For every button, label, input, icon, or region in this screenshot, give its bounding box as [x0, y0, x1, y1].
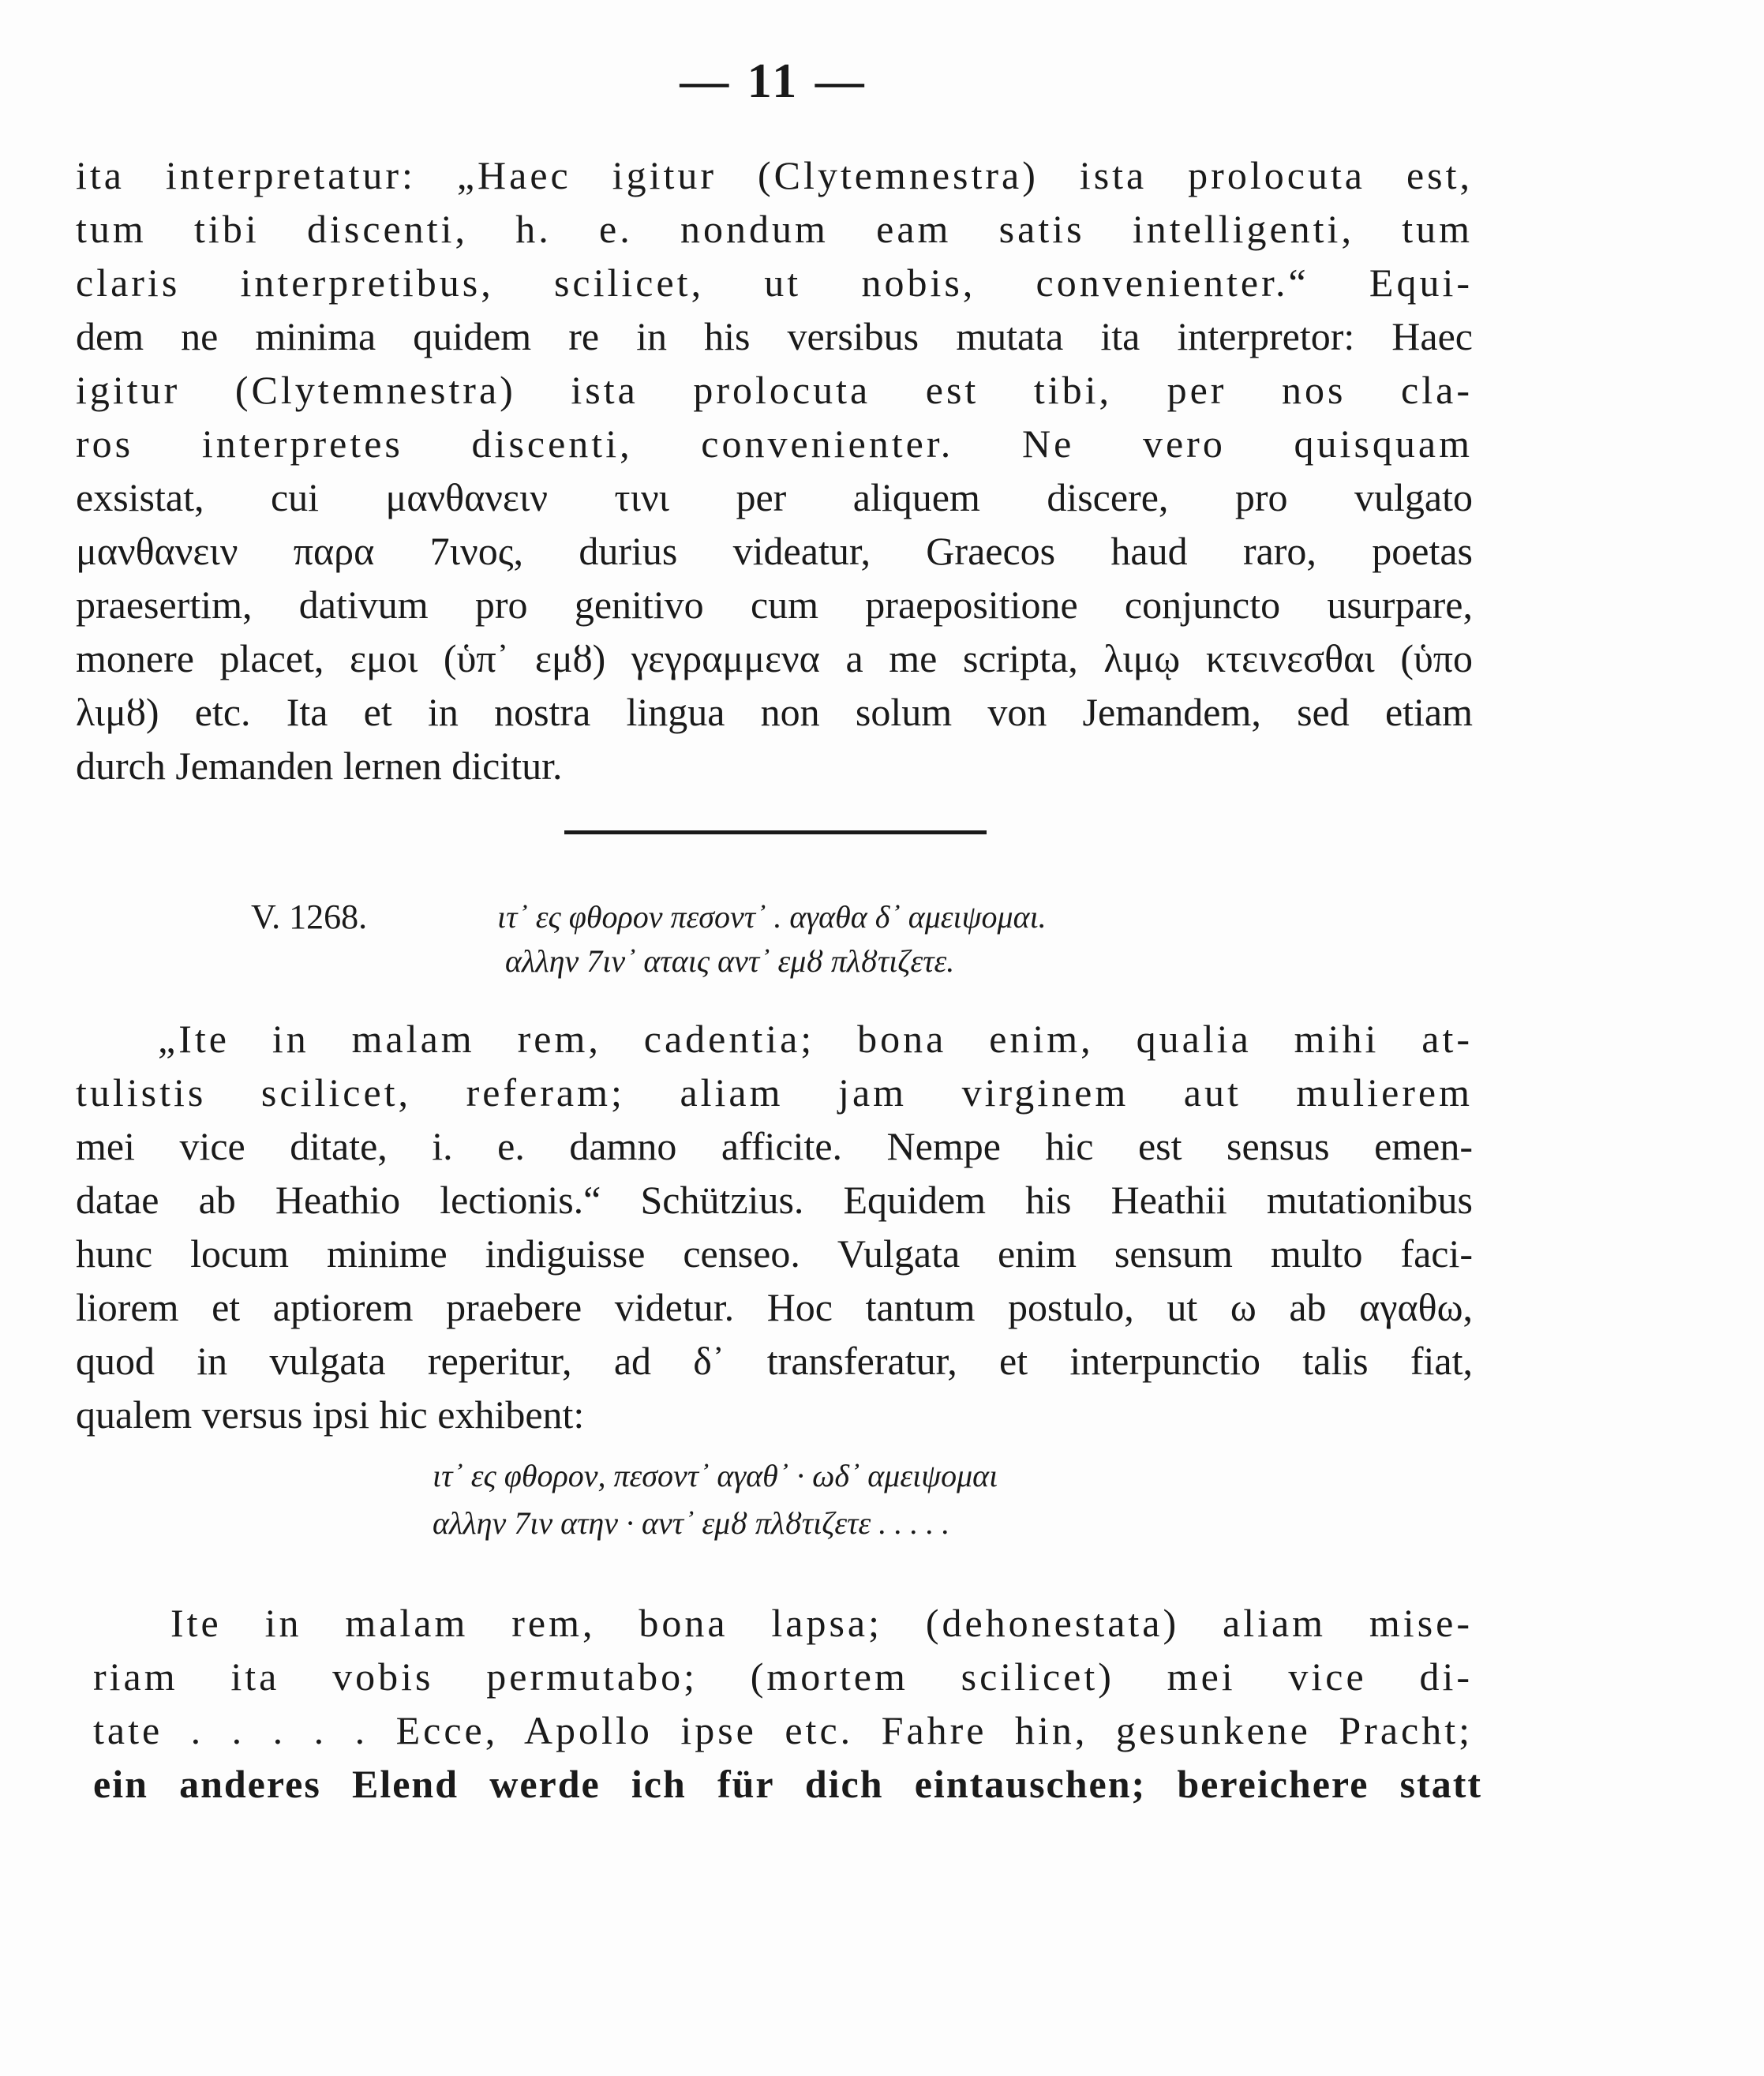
text-line: praesertim, dativum pro genitivo cum praepositione conjuncto usurpare,	[76, 583, 1473, 627]
text-line: mei vice ditate, i. e. damno afficite. Nempe hic est sensus emen-	[76, 1124, 1473, 1168]
verse-reference: V. 1268.	[251, 897, 368, 936]
text-line: datae ab Heathio lectionis.“ Schützius. Equidem his Heathii mutationibus	[76, 1178, 1473, 1222]
greek-verse-line: ιτ᾽ ες φθορον πεσοντ᾽ . αγαθα δ᾽ αμειψομαι.	[497, 899, 1047, 935]
text-line: tate . . . . . Ecce, Apollo ipse etc. Fahre hin, gesunkene Pracht;	[93, 1708, 1473, 1752]
text-line: μανθανειν παρα 7ινος, durius videatur, Graecos haud raro, poetas	[76, 529, 1473, 573]
text-line: tulistis scilicet, referam; aliam jam virginem aut mulierem	[76, 1070, 1473, 1115]
text-line: durch Jemanden lernen dicitur.	[76, 744, 563, 788]
text-line: tum tibi discenti, h. e. nondum eam satis intelligenti, tum	[76, 207, 1473, 251]
text-line: riam ita vobis permutabo; (mortem scilicet) mei vice di-	[93, 1654, 1473, 1699]
text-line: claris interpretibus, scilicet, ut nobis, convenienter.“ Equi-	[76, 260, 1473, 305]
text-line: „Ite in malam rem, cadentia; bona enim, qualia mihi at-	[158, 1017, 1473, 1061]
greek-verse-line: αλλην 7ιν᾽ αταις αντ᾽ εμȣ πλȣτιζετε.	[505, 943, 955, 979]
text-line: quod in vulgata reperitur, ad δ᾽ transferatur, et interpunctio talis fiat,	[76, 1339, 1473, 1383]
text-line: exsistat, cui μανθανειν τινι per aliquem discere, pro vulgato	[76, 475, 1473, 519]
page-number: — 11 —	[680, 54, 867, 108]
text-line: ros interpretes discenti, convenienter. Ne vero quisquam	[76, 422, 1473, 466]
text-line: hunc locum minime indiguisse censeo. Vulgata enim sensum multo faci-	[76, 1231, 1473, 1276]
text-line: liorem et aptiorem praebere videtur. Hoc tantum postulo, ut ω ab αγαθω,	[76, 1285, 1474, 1329]
section-divider	[564, 830, 987, 834]
text-line: ita interpretatur: „Haec igitur (Clytemnestra) ista prolocuta est,	[76, 153, 1473, 197]
greek-verse-line: ιτ᾽ ες φθορον, πεσοντ᾽ αγαθ᾽ · ωδ᾽ αμειψομαι	[433, 1458, 998, 1493]
greek-verse-line: αλλην 7ιν ατην · αντ᾽ εμȣ πλȣτιζετε . . . . .	[433, 1505, 950, 1541]
text-line: qualem versus ipsi hic exhibent:	[76, 1392, 585, 1437]
text-line: igitur (Clytemnestra) ista prolocuta est tibi, per nos cla-	[76, 368, 1473, 412]
text-line: monere placet, εμοι (ὑπ᾽ εμȣ) γεγραμμενα a me scripta, λιμῳ κτεινεσθαι (ὑπο	[76, 636, 1473, 680]
text-line: dem ne minima quidem re in his versibus mutata ita interpretor: Haec	[76, 314, 1473, 358]
text-line: Ite in malam rem, bona lapsa; (dehonestata) aliam mise-	[170, 1601, 1473, 1645]
text-line: ein anderes Elend werde ich für dich eintauschen; bereichere statt	[93, 1762, 1482, 1806]
text-line: λιμȣ) etc. Ita et in nostra lingua non solum von Jemandem, sed etiam	[76, 690, 1473, 734]
